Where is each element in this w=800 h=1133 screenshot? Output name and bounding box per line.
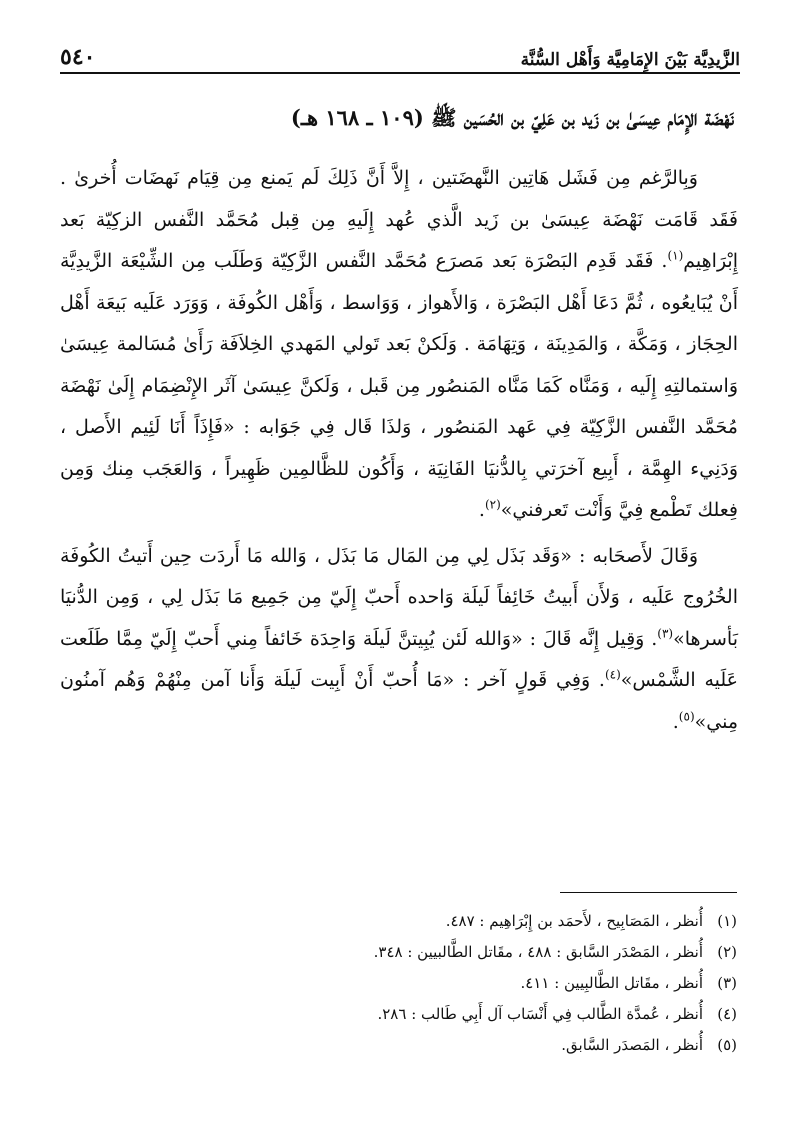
footnote-ref-5[interactable]: (٥) (678, 709, 695, 724)
footnote-text: أُنظر ، عُمدَّة الطَّالب فِي أَنْسَاب آل أَبِي طَالب : ٢٨٦. (377, 1005, 703, 1023)
footnote-item (80, 999, 737, 1030)
body-text (60, 158, 738, 743)
footnote-text: أُنظر ، مقَاتل الطَّالبِيين : ٤١١. (520, 974, 703, 992)
section-heading: نَهْضَة الإِمَام عِيسَىٰ بن زَيد بن عَلِيّ بن الحُسَين ﷺ (١٠٩ ـ ١٦٨ هـ) (290, 105, 734, 130)
footnote-ref-4[interactable]: (٤) (604, 667, 621, 682)
footnote-ref-2[interactable]: (٢) (484, 497, 501, 512)
footnote-separator (560, 892, 737, 893)
footnote-number: (٣) (717, 974, 737, 992)
running-header (60, 36, 740, 74)
footnote-item (80, 906, 737, 937)
paragraph-2-text-4: . (672, 710, 679, 733)
paragraph-1-text-1: وَبِالرَّغم مِن فَشَل هَاتِين النَّهضَتين ، إِلاَّ أَنَّ ذَلِكَ لَم يَمنع مِن قِيَام نَهضَات أُخرىٰ . فَقَد قَامَت نَهْضَة عِيسَىٰ بن زَيد الَّذي عُهد إِلَيهِ مِن قِبل مُحَمَّد النَّفس الزكِيّة بَعد إِبْرَاهِيم (60, 167, 738, 272)
paragraph-1 (60, 158, 738, 532)
footnote-text: أُنظر ، المَصْدَر السَّابق : ٤٨٨ ، مقَاتل الطَّالبيين : ٣٤٨. (373, 943, 703, 961)
footnote-ref-3[interactable]: (٣) (657, 626, 674, 641)
footnote-item (80, 968, 737, 999)
paragraph-2-text-1: وَقَالَ لأَصحَابه : «وَقَد بَذَل لِي مِن المَال مَا بَذَل ، وَالله مَا أَردَت حِين أَتيتُ الكُوفَة الخُرُوج عَلَيه ، وَلأَن أَبيتُ خَائِفاً لَيلَة وَاحده أَحبّ إِلَيّ مِن جَمِيع مَا بَذَل لِي ، وَمِن الدُّنيَا بَأسرها» (60, 544, 738, 650)
paragraph-2 (60, 536, 738, 744)
footnote-number: (١) (717, 912, 737, 930)
footnote-ref-1[interactable]: (١) (667, 248, 684, 263)
paragraph-1-text-2: . فَقَد قَدِم البَصْرَة بَعد مَصرَع مُحَمَّد النَّفس الزَّكِيّة وَطَلَب مِن الشِّيْعَة الزَّيدِيَّة أَنْ يُبَايعُوه ، ثُمَّ دَعَا أَهْل البَصْرَة ، وَالأَهواز ، وَوَاسط ، وَأَهْل الكُوفَة ، وَوَرَد عَلَيه بَيعَة أَهْل الحِجَاز ، وَمَكَّة ، وَالمَدِينَة ، وَتِهَامَة . وَلَكنْ بَعد تَولي المَهدي الخِلاَفَة رَأَىٰ مُسَالمة عِيسَىٰ وَاستمالتِهِ إِلَيه ، وَمَنَّاه كَمَا مَنَّاه المَنصُور مِن قَبل ، وَلَكنَّ عِيسَىٰ آثَر الإِنْضِمَام إِلَىٰ نَهْضَة مُحَمَّد النَّفس الزَّكِيّة فِي عَهد المَنصُور ، وَلذَا قَال فِي جَوَابه : «فَإِذَاً أَنَا لَئِيم الأَصل ، وَدَنِيء الهِمَّة ، أَبِيع آخرَتي بِالدُّنيَا الفَانِيَة ، وَأَكُون للظَّالمِين ظَهِيراً ، وَالعَجَب مِنك وَمِن فِعلك تَطْمع فِيَّ وَأَنْت تَعرفني» (60, 250, 738, 521)
paragraph-2-text-2: . وَقِيل إِنَّه قَالَ : «وَالله لَئن يُبِيتنَّ لَيلَة وَاحِدَة خَائفاً مِني أَحبّ إِلَيّ مِمَّا طَلَعت عَلَيه الشَّمْس» (60, 627, 738, 691)
paragraph-2-text-3: . وَفِي قَولٍ آخر : «مَا أُحبّ أَنْ أَبِيت لَيلَة وَأَنا آمن مِنْهُمْ وَهُم آمنُون مِني» (60, 669, 738, 733)
footnote-item (80, 937, 737, 968)
page-number: ٥٤٠ (60, 44, 96, 70)
footnotes-list (80, 906, 737, 1061)
footnote-text: أُنظر ، المَصدَر السَّابق. (561, 1036, 703, 1054)
footnote-text: أُنظر ، المَصَابِيح ، لأَحمَد بن إِبْرَاهِيم : ٤٨٧. (445, 912, 703, 930)
book-title: الزَّيدِيَّة بَيْنَ الإِمَامِيَّة وَأَهْل السُّنَّة (520, 50, 740, 70)
footnote-number: (٤) (717, 1005, 737, 1023)
footnote-number: (٥) (717, 1036, 737, 1054)
footnote-number: (٢) (717, 943, 737, 961)
paragraph-1-text-3: . (478, 499, 485, 521)
footnote-item (80, 1030, 737, 1061)
